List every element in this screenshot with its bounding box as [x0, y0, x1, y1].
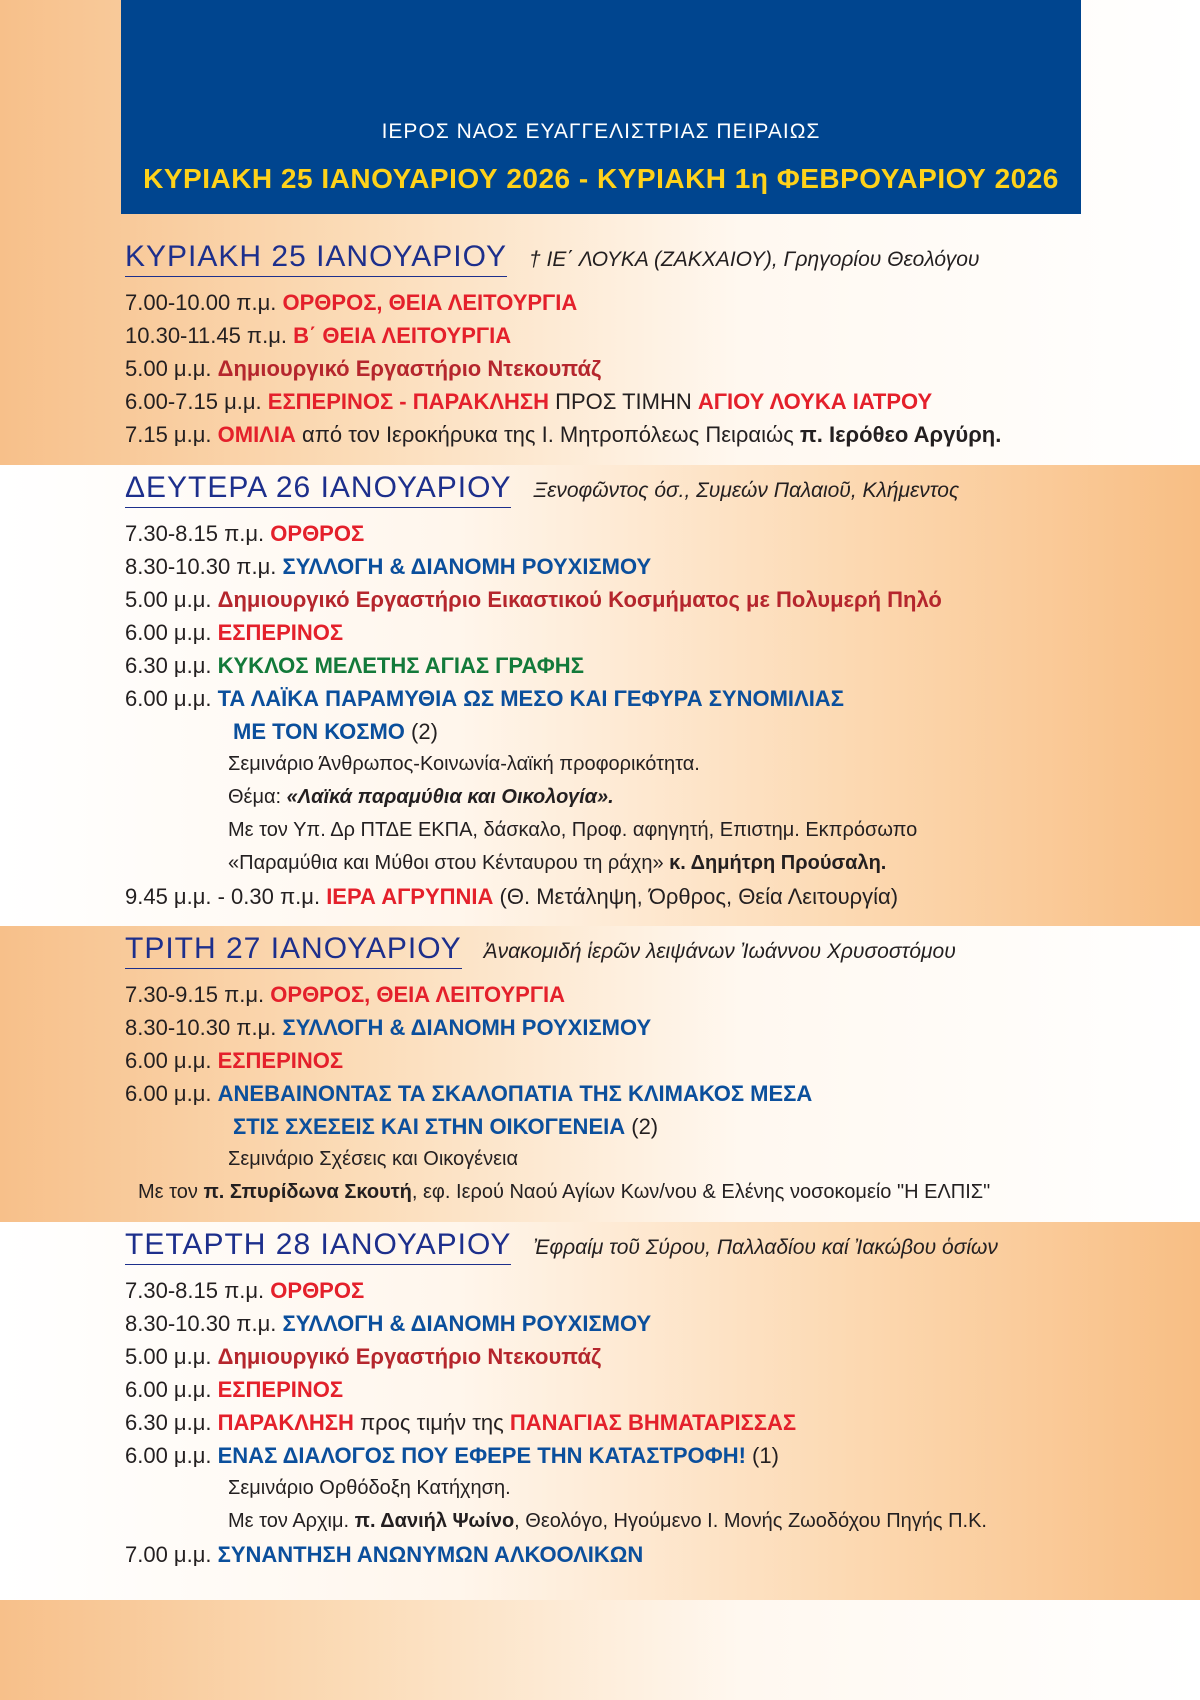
event-suffix: (1): [745, 1443, 779, 1468]
event-title: ΕΣΠΕΡΙΝΟΣ: [217, 620, 344, 645]
event-title: ΟΜΙΛΙΑ: [217, 422, 296, 447]
event-time: 5.00 μ.μ.: [125, 356, 218, 381]
event-title: ΣΥΛΛΟΓΗ & ΔΙΑΝΟΜΗ ΡΟΥΧΙΣΜΟΥ: [282, 1015, 652, 1040]
day-section-monday: [125, 471, 1125, 913]
schedule-line: [125, 880, 1125, 913]
note-text: , εφ. Ιερού Ναού Αγίων Κων/νου & Ελένης νοσοκομείο "Η ΕΛΠΙΣ": [411, 1181, 991, 1203]
event-title: ΣΥΛΛΟΓΗ & ΔΙΑΝΟΜΗ ΡΟΥΧΙΣΜΟΥ: [282, 554, 652, 579]
event-title: ΟΡΘΡΟΣ: [270, 1278, 365, 1303]
event-detail: από τον Ιεροκήρυκα της Ι. Μητροπόλεως Πειραιώς: [295, 422, 800, 447]
seminar-note: Με τον Υπ. Δρ ΠΤΔΕ ΕΚΠΑ, δάσκαλο, Προφ. αφηγητή, Επιστημ. Εκπρόσωπο: [228, 819, 918, 841]
schedule-line: [125, 418, 1125, 451]
event-time: 7.00-10.00 π.μ.: [125, 290, 283, 315]
day-title: ΤΡΙΤΗ 27 ΙΑΝΟΥΑΡΙΟΥ: [125, 932, 462, 969]
event-time: 8.30-10.30 π.μ.: [125, 1015, 283, 1040]
schedule-line: [125, 1077, 1125, 1110]
schedule-line: [125, 1439, 1125, 1472]
event-time: 10.30-11.45 π.μ.: [125, 323, 294, 348]
day-section-sunday: [125, 240, 1125, 451]
event-time: 6.00 μ.μ.: [125, 1048, 218, 1073]
saint-of-day: Ἀνακομιδή ἱερῶν λειψάνων Ἰωάννου Χρυσοστόμου: [483, 940, 956, 963]
schedule-line: [125, 286, 1125, 319]
seminar-note: Σεμινάριο Σχέσεις και Οικογένεια: [228, 1148, 519, 1170]
event-time: 6.00 μ.μ.: [125, 1443, 218, 1468]
date-range: ΚΥΡΙΑΚΗ 25 ΙΑΝΟΥΑΡΙΟΥ 2026 - ΚΥΡΙΑΚΗ 1η ΦΕΒΡΟΥΑΡΙΟΥ 2026: [143, 163, 1059, 194]
event-suffix: (2): [625, 1114, 659, 1139]
schedule-line: [125, 1044, 1125, 1077]
schedule-line: [125, 682, 1125, 715]
schedule-line: [125, 517, 1125, 550]
day-section-tuesday: [125, 932, 1125, 1209]
background-band: [0, 1600, 1200, 1700]
event-suffix: (2): [404, 719, 438, 744]
note-label: Θέμα:: [228, 786, 287, 808]
day-header: [125, 1228, 1125, 1274]
event-title: ΑΝΕΒΑΙΝΟΝΤΑΣ ΤΑ ΣΚΑΛΟΠΑΤΙΑ ΤΗΣ ΚΛΙΜΑΚΟΣ ΜΕΣΑ: [217, 1081, 813, 1106]
note-text: , Θεολόγο, Ηγούμενο Ι. Μονής Ζωοδόχου Πηγής Π.Κ.: [514, 1510, 987, 1532]
note-text: «Παραμύθια και Μύθοι στου Κένταυρου τη ράχη»: [228, 852, 670, 874]
event-title: ΟΡΘΡΟΣ: [270, 521, 365, 546]
schedule-line: [125, 319, 1125, 352]
event-time: 6.30 μ.μ.: [125, 653, 218, 678]
event-connector: προς τιμήν της: [353, 1410, 510, 1435]
event-time: 7.30-9.15 π.μ.: [125, 982, 271, 1007]
schedule-line: [125, 1373, 1125, 1406]
day-header: [125, 240, 1125, 286]
event-time: 6.00 μ.μ.: [125, 1081, 218, 1106]
event-time: 8.30-10.30 π.μ.: [125, 554, 283, 579]
event-time: 7.30-8.15 π.μ.: [125, 521, 271, 546]
seminar-note: [125, 1505, 1125, 1538]
seminar-note: [125, 781, 1125, 814]
event-title: ΤΑ ΛΑΪΚΑ ΠΑΡΑΜΥΘΙΑ ΩΣ ΜΕΣΟ ΚΑΙ ΓΕΦΥΡΑ ΣΥΝΟΜΙΛΙΑΣ: [217, 686, 844, 711]
schedule-line: [125, 616, 1125, 649]
schedule-line: [125, 1340, 1125, 1373]
day-header: [125, 471, 1125, 517]
note-text: Με τον: [138, 1181, 204, 1203]
schedule-line: [125, 715, 1125, 748]
event-title: ΕΣΠΕΡΙΝΟΣ: [217, 1048, 344, 1073]
event-time: 5.00 μ.μ.: [125, 1344, 218, 1369]
schedule-line: [125, 385, 1125, 418]
event-title: Δημιουργικό Εργαστήριο Ντεκουπάζ: [217, 1344, 602, 1369]
event-time: 6.00 μ.μ.: [125, 1377, 218, 1402]
day-title: ΔΕΥΤΕΡΑ 26 ΙΑΝΟΥΑΡΙΟΥ: [125, 471, 511, 508]
event-title: ΕΣΠΕΡΙΝΟΣ - ΠΑΡΑΚΛΗΣΗ: [267, 389, 549, 414]
event-title: ΕΣΠΕΡΙΝΟΣ: [217, 1377, 344, 1402]
event-time: 7.00 μ.μ.: [125, 1542, 218, 1567]
saint-of-day: † ΙΕ΄ ΛΟΥΚΑ (ΖΑΚΧΑΙΟΥ), Γρηγορίου Θεολόγου: [528, 248, 980, 271]
event-connector: ΠΡΟΣ ΤΙΜΗΝ: [549, 389, 698, 414]
event-time: 6.30 μ.μ.: [125, 1410, 218, 1435]
event-title: Δημιουργικό Εργαστήριο Ντεκουπάζ: [217, 356, 602, 381]
saint-of-day: Ἐφραίμ τοῦ Σύρου, Παλλαδίου καί Ἰακώβου ὁσίων: [533, 1236, 998, 1259]
event-title: ΠΑΡΑΚΛΗΣΗ: [217, 1410, 354, 1435]
church-name: ΙΕΡΟΣ ΝΑΟΣ ΕΥΑΓΓΕΛΙΣΤΡΙΑΣ ΠΕΙΡΑΙΩΣ: [381, 120, 821, 143]
schedule-line: [125, 1406, 1125, 1439]
schedule-line: [125, 1011, 1125, 1044]
event-time: 6.00 μ.μ.: [125, 620, 218, 645]
event-time: 6.00-7.15 μ.μ.: [125, 389, 268, 414]
day-header: [125, 932, 1125, 978]
event-suffix: (Θ. Μετάληψη, Όρθρος, Θεία Λειτουργία): [493, 884, 899, 909]
event-title: Δημιουργικό Εργαστήριο Εικαστικού Κοσμήματος με Πολυμερή Πηλό: [217, 587, 942, 612]
schedule-line: [125, 1538, 1125, 1571]
event-title: ΟΡΘΡΟΣ, ΘΕΙΑ ΛΕΙΤΟΥΡΓΙΑ: [270, 982, 566, 1007]
event-title: ΑΓΙΟΥ ΛΟΥΚΑ ΙΑΤΡΟΥ: [697, 389, 933, 414]
event-time: 7.30-8.15 π.μ.: [125, 1278, 271, 1303]
seminar-note: Σεμινάριο Ορθόδοξη Κατήχηση.: [228, 1477, 511, 1499]
event-title: ΜΕ ΤΟΝ ΚΟΣΜΟ: [233, 719, 405, 744]
seminar-note: [125, 1176, 1125, 1209]
day-section-wednesday: [125, 1228, 1125, 1571]
schedule-line: [125, 649, 1125, 682]
event-title: ΠΑΝΑΓΙΑΣ ΒΗΜΑΤΑΡΙΣΣΑΣ: [509, 1410, 797, 1435]
seminar-note: Σεμινάριο Άνθρωπος-Κοινωνία-λαϊκή προφορικότητα.: [228, 753, 700, 775]
schedule-line: [125, 1110, 1125, 1143]
event-title: ΣΤΙΣ ΣΧΕΣΕΙΣ ΚΑΙ ΣΤΗΝ ΟΙΚΟΓΕΝΕΙΑ: [233, 1114, 626, 1139]
seminar-theme: «Λαϊκά παραμύθια και Οικολογία».: [286, 786, 614, 808]
event-time: 8.30-10.30 π.μ.: [125, 1311, 283, 1336]
schedule-line: [125, 1274, 1125, 1307]
schedule-line: [125, 583, 1125, 616]
header-banner: [121, 0, 1081, 214]
event-time: 7.15 μ.μ.: [125, 422, 218, 447]
event-time: 6.00 μ.μ.: [125, 686, 218, 711]
speaker-name: π. Δανιήλ Ψωίνο: [354, 1510, 515, 1532]
day-title: ΤΕΤΑΡΤΗ 28 ΙΑΝΟΥΑΡΙΟΥ: [125, 1228, 511, 1265]
schedule-line: [125, 550, 1125, 583]
event-title: Β΄ ΘΕΙΑ ΛΕΙΤΟΥΡΓΙΑ: [293, 323, 512, 348]
day-title: ΚΥΡΙΑΚΗ 25 ΙΑΝΟΥΑΡΙΟΥ: [125, 240, 507, 277]
event-time: 9.45 μ.μ. - 0.30 π.μ.: [125, 884, 327, 909]
speaker-name: π. Ιερόθεο Αργύρη.: [799, 422, 1002, 447]
event-title: ΣΥΛΛΟΓΗ & ΔΙΑΝΟΜΗ ΡΟΥΧΙΣΜΟΥ: [282, 1311, 652, 1336]
note-text: Με τον Αρχιμ.: [228, 1510, 355, 1532]
event-time: 5.00 μ.μ.: [125, 587, 218, 612]
speaker-name: κ. Δημήτρη Προύσαλη.: [669, 852, 887, 874]
speaker-name: π. Σπυρίδωνα Σκουτή: [203, 1181, 412, 1203]
schedule-line: [125, 1307, 1125, 1340]
schedule-line: [125, 352, 1125, 385]
event-title: ΙΕΡΑ ΑΓΡΥΠΝΙΑ: [326, 884, 494, 909]
schedule-line: [125, 978, 1125, 1011]
seminar-note: [125, 847, 1125, 880]
saint-of-day: Ξενοφῶντος όσ., Συμεών Παλαιοῦ, Κλήμεντος: [533, 479, 960, 502]
event-title: ΕΝΑΣ ΔΙΑΛΟΓΟΣ ΠΟΥ ΕΦΕΡΕ ΤΗΝ ΚΑΤΑΣΤΡΟΦΗ!: [217, 1443, 746, 1468]
event-title: ΣΥΝΑΝΤΗΣΗ ΑΝΩΝΥΜΩΝ ΑΛΚΟΟΛΙΚΩΝ: [217, 1542, 644, 1567]
event-title: ΚΥΚΛΟΣ ΜΕΛΕΤΗΣ ΑΓΙΑΣ ΓΡΑΦΗΣ: [217, 653, 584, 678]
event-title: ΟΡΘΡΟΣ, ΘΕΙΑ ΛΕΙΤΟΥΡΓΙΑ: [282, 290, 578, 315]
